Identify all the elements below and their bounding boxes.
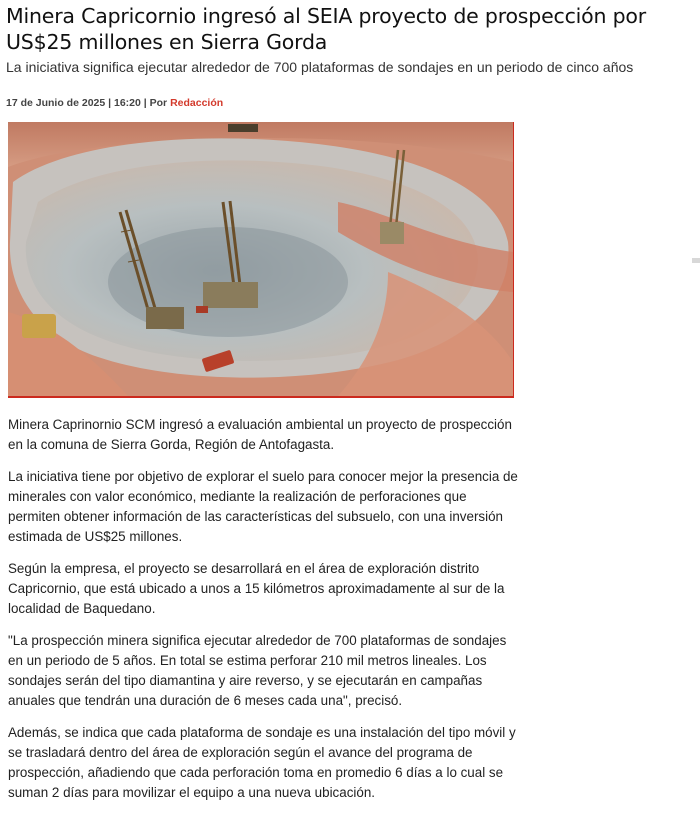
byline-separator: | (108, 97, 114, 109)
article-headline: Minera Capricornio ingresó al SEIA proyecto de prospección por US$25 millones en Sierra Gorda (6, 4, 646, 54)
article-byline (6, 97, 223, 109)
rim-equipment (228, 124, 258, 132)
side-marker (692, 258, 700, 263)
paragraph: Minera Caprinornio SCM ingresó a evaluación ambiental un proyecto de prospección en la comuna de Sierra Gorda, Región de Antofagasta. (8, 417, 512, 452)
article-subtitle: La iniciativa significa ejecutar alrededor de 700 plataformas de sondajes en un periodo de cinco años (6, 59, 634, 75)
small-vehicle (196, 306, 208, 313)
paragraph: Además, se indica que cada plataforma de sondaje es una instalación del tipo móvil y se trasladará dentro del área de exploración según el avance del programa de prospección, añadiendo que cada perforación toma en promedio 6 días a lo cual se suman 2 días para movilizar el equipo a una nueva ubicación. (8, 725, 516, 800)
byline-separator: | (143, 97, 150, 109)
haul-truck (22, 314, 56, 338)
mine-photo-illustration (8, 122, 513, 396)
paragraph: "La prospección minera significa ejecutar alrededor de 700 plataformas de sondajes en un periodo de 5 años. En total se estima perforar 210 mil metros lineales. Los sondajes serán del tipo diamantina y aire reverso, y se ejecutarán en campañas anuales que tendrán una duración de 6 meses cada una", precisó. (8, 633, 507, 708)
drill-rig-right-base (380, 222, 404, 244)
drill-rig-center-base (203, 282, 258, 308)
paragraph: Según la empresa, el proyecto se desarrollará en el área de exploración distrito Capricornio, que está ubicado a unos a 15 kilómetros aproximadamente al sur de la localidad de Baquedano. (8, 561, 505, 616)
byline-prefix: Por (149, 97, 168, 109)
article-body (8, 415, 518, 815)
publish-time: 16:20 (114, 97, 141, 109)
paragraph: La iniciativa tiene por objetivo de explorar el suelo para conocer mejor la presencia de minerales con valor económico, mediante la realización de perforaciones que permiten obtener información de las características del subsuelo, con una inversión estimada de US$25 millones. (8, 469, 518, 544)
drill-rig-left-base (146, 307, 184, 329)
article-photo (8, 122, 514, 398)
author-link[interactable]: Redacción (170, 97, 224, 109)
publish-date: 17 de Junio de 2025 (6, 97, 106, 109)
